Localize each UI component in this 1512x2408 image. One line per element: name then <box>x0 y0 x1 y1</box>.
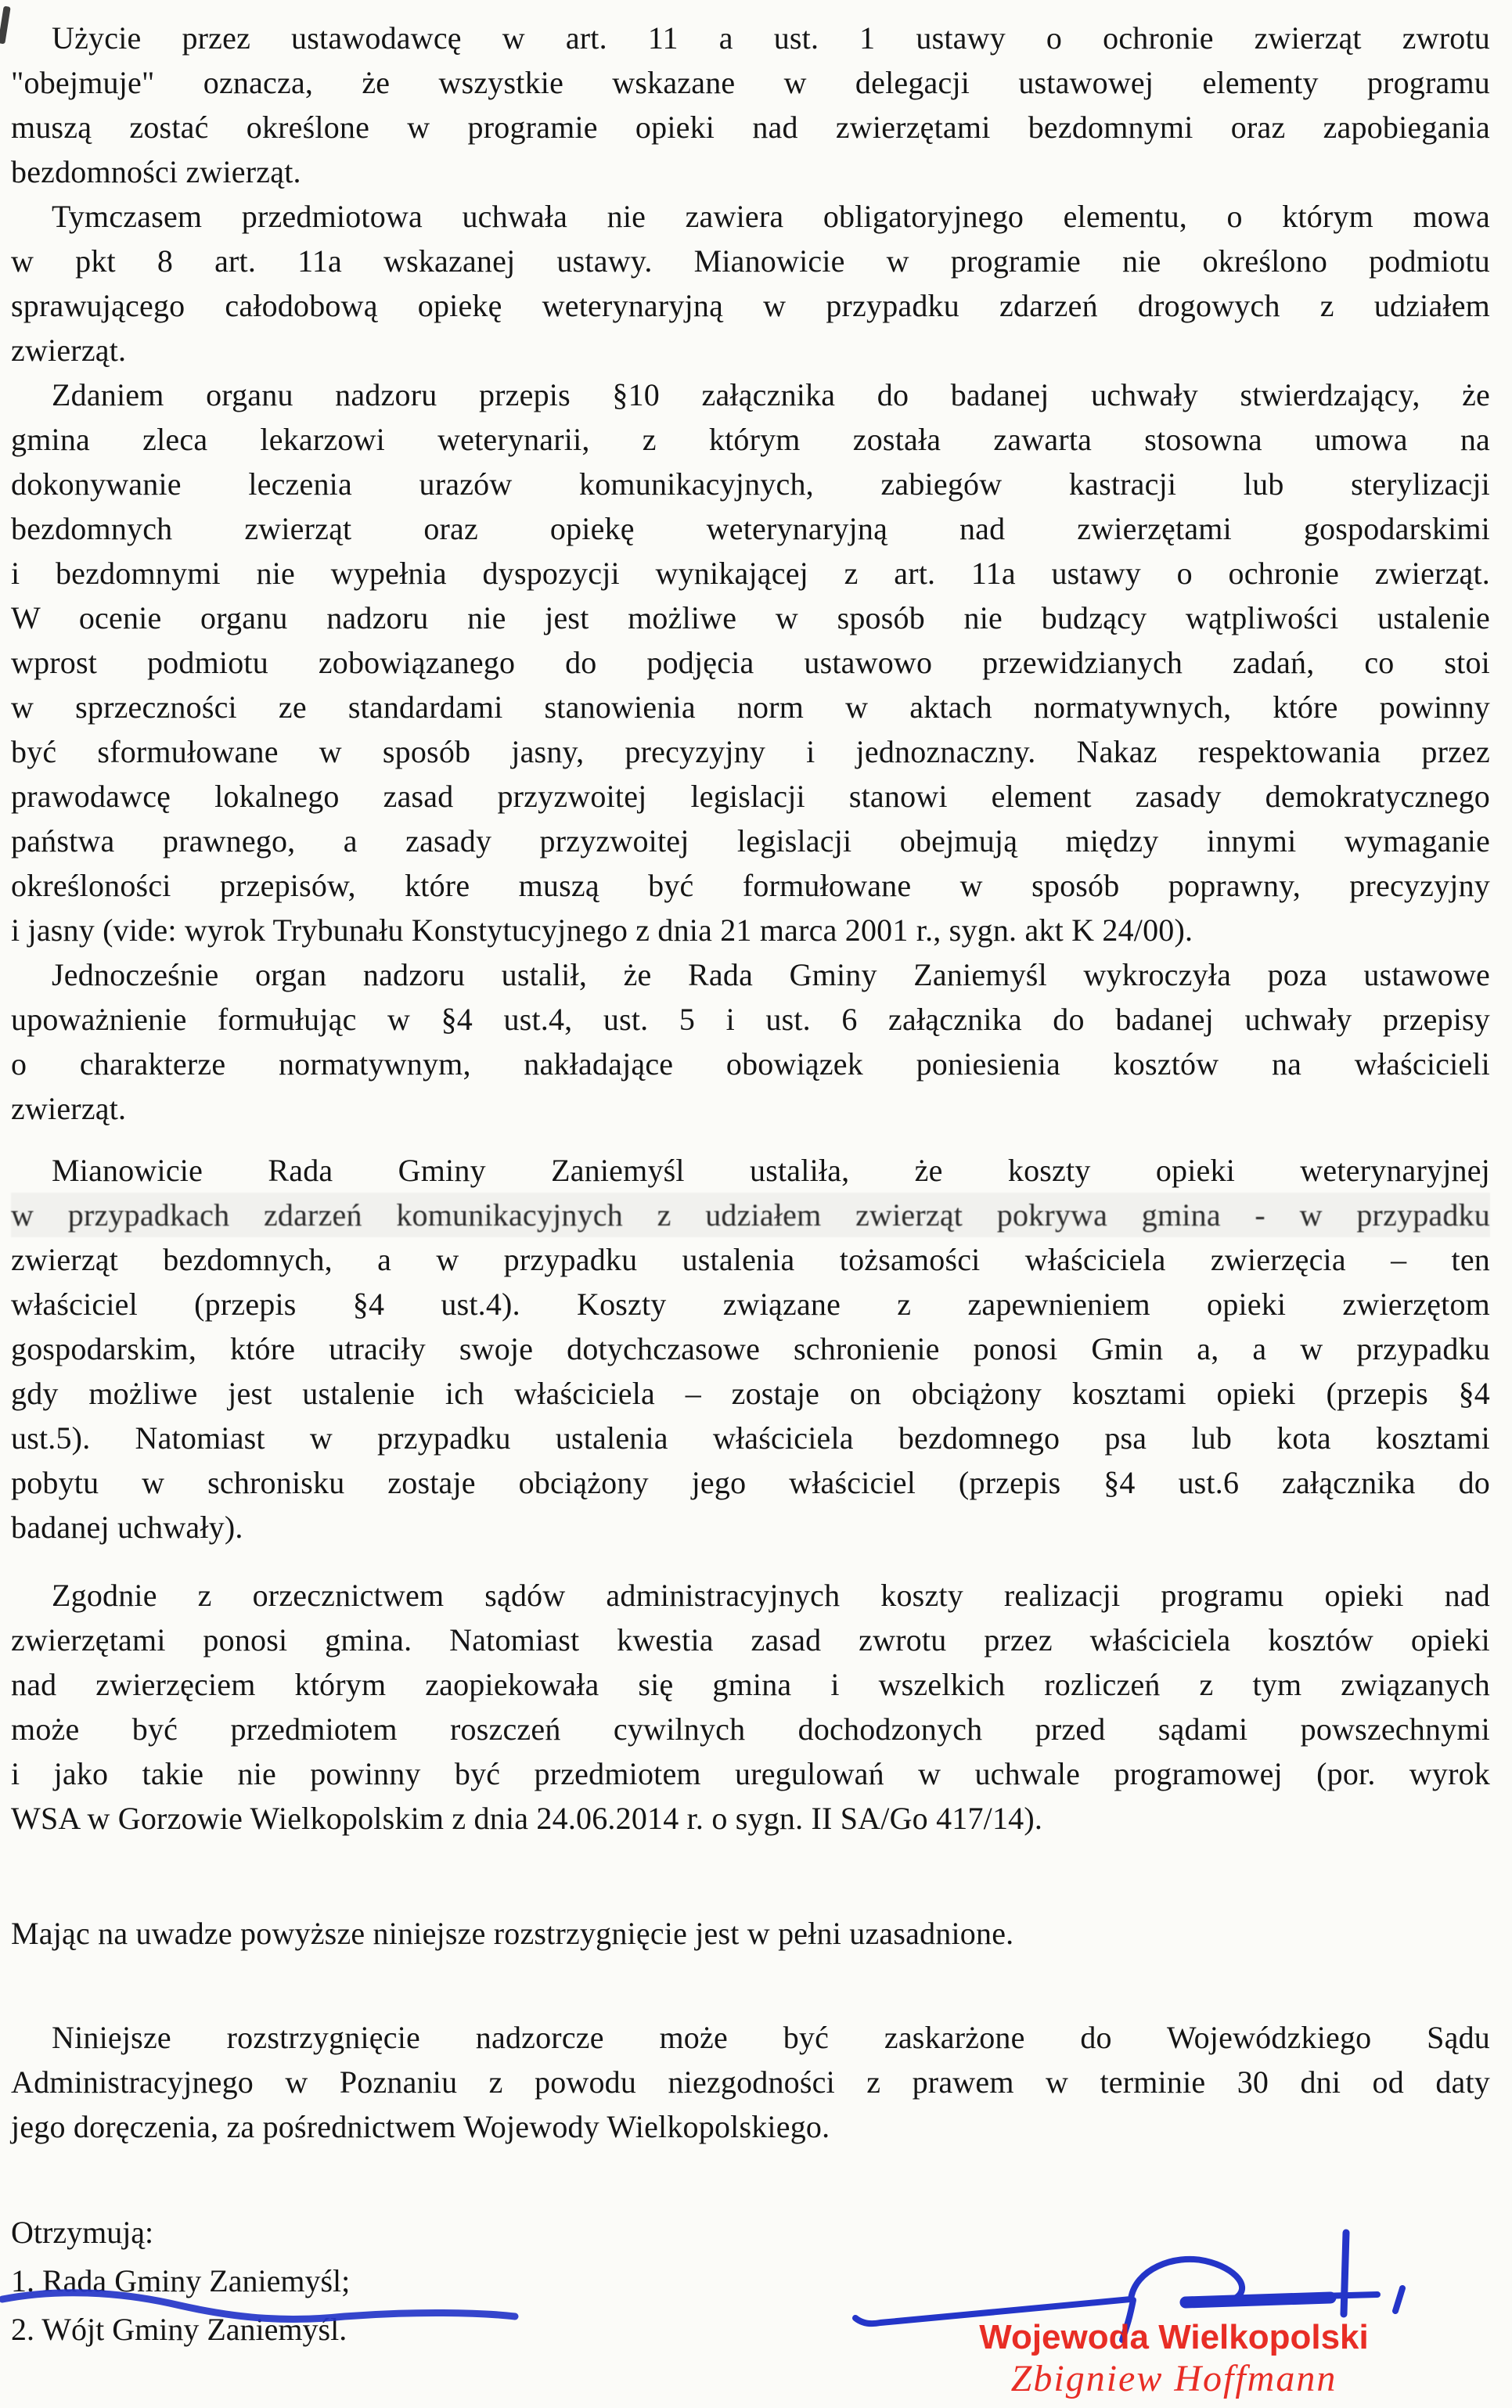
text-line: i bezdomnymi nie wypełnia dyspozycji wynikającej z art. 11a ustawy o ochronie zwierząt. <box>11 556 1490 591</box>
distribution-heading: Otrzymują: <box>11 2215 154 2250</box>
text-line: w przypadkach zdarzeń komunikacyjnych z udziałem zwierząt pokrywa gmina - w przypadku <box>11 1193 1490 1237</box>
paragraph <box>11 1148 1490 1550</box>
document-body <box>11 16 1490 2149</box>
text-line: zwierząt. <box>11 1091 127 1126</box>
text-line: wprost podmiotu zobowiązanego do podjęcia ustawowo przewidzianych zadań, co stoi <box>11 645 1490 680</box>
text-line: i jasny (vide: wyrok Trybunału Konstytucyjnego z dnia 21 marca 2001 r., sygn. akt K 24/00). <box>11 912 1193 948</box>
scan-artifact <box>0 6 11 45</box>
text-line: określoności przepisów, które muszą być formułowane w sposób poprawny, precyzyjny <box>11 868 1490 903</box>
text-line: może być przedmiotem roszczeń cywilnych dochodzonych przed sądami powszechnymi <box>11 1712 1490 1747</box>
text-line: Zgodnie z orzecznictwem sądów administracyjnych koszty realizacji programu opieki nad <box>52 1578 1490 1613</box>
paragraph <box>11 373 1490 952</box>
text-line: bezdomności zwierząt. <box>11 154 301 189</box>
text-line: zwierzętami ponosi gmina. Natomiast kwestia zasad zwrotu przez właściciela kosztów opieki <box>11 1622 1490 1658</box>
text-line: nad zwierzęciem którym zaopiekowała się gmina i wszelkich rozliczeń z tym związanych <box>11 1667 1490 1702</box>
recipient-line: 1. Rada Gminy Zaniemyśl; <box>11 2263 351 2298</box>
text-line: Administracyjnego w Poznaniu z powodu niezgodności z prawem w terminie 30 dni od daty <box>11 2064 1490 2100</box>
pen-strike-mark <box>0 2269 532 2348</box>
text-line: bezdomnych zwierząt oraz opiekę weterynaryjną nad zwierzętami gospodarskimi <box>11 511 1490 546</box>
text-line: pobytu w schronisku zostaje obciążony jego właściciel (przepis §4 ust.6 załącznika do <box>11 1465 1490 1500</box>
text-line: gmina zleca lekarzowi weterynarii, z którym została zawarta stosowna umowa na <box>11 422 1490 457</box>
text-line: i jako takie nie powinny być przedmiotem uregulowań w uchwale programowej (por. wyrok <box>11 1756 1490 1791</box>
paragraph <box>11 1911 1490 1956</box>
text-line: Tymczasem przedmiotowa uchwała nie zawiera obligatoryjnego elementu, o którym mowa <box>52 199 1490 234</box>
text-line: zwierząt. <box>11 333 127 368</box>
text-line: WSA w Gorzowie Wielkopolskim z dnia 24.06.2014 r. o sygn. II SA/Go 417/14). <box>11 1801 1043 1836</box>
recipient-line: 2. Wójt Gminy Zaniemyśl. <box>11 2312 347 2347</box>
paragraph <box>11 2015 1490 2149</box>
text-line: Niniejsze rozstrzygnięcie nadzorcze może być zaskarżone do Wojewódzkiego Sądu <box>52 2020 1490 2055</box>
paragraph <box>11 952 1490 1131</box>
text-line: jego doręczenia, za pośrednictwem Wojewody Wielkopolskiego. <box>11 2109 830 2144</box>
text-line: państwa prawnego, a zasady przyzwoitej legislacji obejmują między innymi wymaganie <box>11 823 1490 858</box>
text-line: zwierząt bezdomnych, a w przypadku ustalenia tożsamości właściciela zwierzęcia – ten <box>11 1242 1490 1277</box>
text-line: gospodarskim, które utraciły swoje dotychczasowe schronienie ponosi Gmin a, a w przypadku <box>11 1331 1490 1366</box>
text-line: w sprzeczności ze standardami stanowienia norm w aktach normatywnych, które powinny <box>11 689 1490 725</box>
text-line: o charakterze normatywnym, nakładające obowiązek poniesienia kosztów na właścicieli <box>11 1046 1490 1082</box>
stamp-name: Zbigniew Hoffmann <box>1010 2358 1337 2399</box>
text-line: prawodawcę lokalnego zasad przyzwoitej legislacji stanowi element zasady demokratycznego <box>11 779 1490 814</box>
text-line: w pkt 8 art. 11a wskazanej ustawy. Mianowicie w programie nie określono podmiotu <box>11 243 1490 279</box>
text-line: "obejmuje" oznacza, że wszystkie wskazane w delegacji ustawowej elementy programu <box>11 65 1490 100</box>
paragraph <box>11 16 1490 194</box>
text-line: W ocenie organu nadzoru nie jest możliwe w sposób nie budzący wątpliwości ustalenie <box>11 600 1490 635</box>
stamp-title: Wojewoda Wielkopolski <box>979 2318 1369 2356</box>
text-line: Użycie przez ustawodawcę w art. 11 a ust. 1 ustawy o ochronie zwierząt zwrotu <box>52 20 1490 56</box>
text-line: Jednocześnie organ nadzoru ustalił, że Rada Gminy Zaniemyśl wykroczyła poza ustawowe <box>52 957 1490 992</box>
text-line: upoważnienie formułując w §4 ust.4, ust. 5 i ust. 6 załącznika do badanej uchwały przepisy <box>11 1002 1490 1037</box>
text-line: Zdaniem organu nadzoru przepis §10 załącznika do badanej uchwały stwierdzający, że <box>52 377 1490 412</box>
text-line: właściciel (przepis §4 ust.4). Koszty związane z zapewnieniem opieki zwierzętom <box>11 1287 1490 1322</box>
text-line: ust.5). Natomiast w przypadku ustalenia właściciela bezdomnego psa lub kota kosztami <box>11 1420 1490 1456</box>
text-line: dokonywanie leczenia urazów komunikacyjnych, zabiegów kastracji lub sterylizacji <box>11 466 1490 502</box>
paragraph <box>11 1573 1490 1841</box>
text-line: badanej uchwały). <box>11 1510 243 1545</box>
paragraph <box>11 194 1490 373</box>
text-line: gdy możliwe jest ustalenie ich właściciela – zostaje on obciążony kosztami opieki (przepis §4 <box>11 1376 1490 1411</box>
official-stamp <box>900 2318 1448 2401</box>
text-line: muszą zostać określone w programie opieki nad zwierzętami bezdomnymi oraz zapobiegania <box>11 110 1490 145</box>
text-line: sprawującego całodobową opiekę weterynaryjną w przypadku zdarzeń drogowych z udziałem <box>11 288 1490 323</box>
text-line: Mając na uwadze powyższe niniejsze rozstrzygnięcie jest w pełni uzasadnione. <box>11 1916 1014 1951</box>
text-line: być sformułowane w sposób jasny, precyzyjny i jednoznaczny. Nakaz respektowania przez <box>11 734 1490 769</box>
text-line: Mianowicie Rada Gminy Zaniemyśl ustaliła, że koszty opieki weterynaryjnej <box>52 1153 1490 1188</box>
